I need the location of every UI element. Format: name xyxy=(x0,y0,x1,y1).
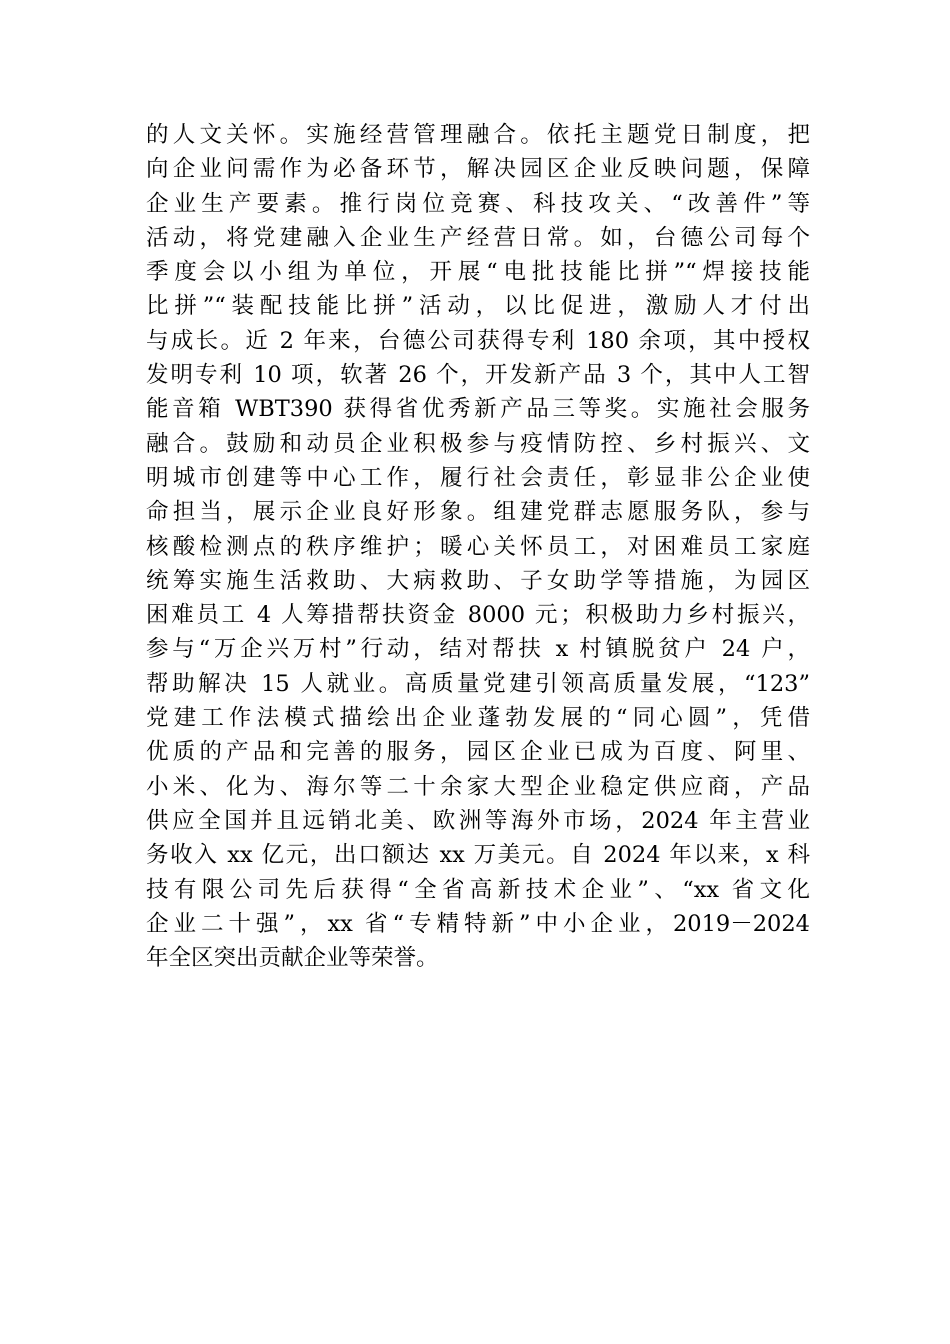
text-line: 能音箱 WBT390 获得省优秀新产品三等奖。实施社会服务 xyxy=(146,396,810,423)
text-line: 企业生产要素。推行岗位竞赛、科技攻关、“改善件”等 xyxy=(146,190,810,217)
text-line: 供应全国并且远销北美、欧洲等海外市场，2024 年主营业 xyxy=(146,807,810,834)
text-line: 统筹实施生活救助、大病救助、子女助学等措施，为园区 xyxy=(146,567,810,594)
text-line: 困难员工 4 人筹措帮扶资金 8000 元；积极助力乡村振兴， xyxy=(146,602,810,629)
text-line: 年全区突出贡献企业等荣誉。 xyxy=(146,945,439,972)
body-paragraph xyxy=(146,118,810,975)
text-line: 优质的产品和完善的服务，园区企业已成为百度、阿里、 xyxy=(146,739,810,766)
text-line: 与成长。近 2 年来，台德公司获得专利 180 余项，其中授权 xyxy=(146,327,810,354)
text-line: 发明专利 10 项，软著 26 个，开发新产品 3 个，其中人工智 xyxy=(146,362,810,389)
text-line: 活动，将党建融入企业生产经营日常。如，台德公司每个 xyxy=(146,224,810,251)
text-line: 党建工作法模式描绘出企业蓬勃发展的“同心圆”，凭借 xyxy=(146,705,810,732)
text-line: 技有限公司先后获得“全省高新技术企业”、“xx 省文化 xyxy=(146,876,810,903)
text-line: 参与“万企兴万村”行动，结对帮扶 x 村镇脱贫户 24 户， xyxy=(146,636,810,663)
text-line: 务收入 xx 亿元，出口额达 xx 万美元。自 2024 年以来，x 科 xyxy=(146,842,810,869)
text-line: 季度会以小组为单位，开展“电批技能比拼”“焊接技能 xyxy=(146,259,810,286)
text-line: 企业二十强”，xx 省“专精特新”中小企业，2019－2024 xyxy=(146,910,810,937)
text-line: 帮助解决 15 人就业。高质量党建引领高质量发展，“123” xyxy=(146,670,810,697)
text-line: 明城市创建等中心工作，履行社会责任，彰显非公企业使 xyxy=(146,464,810,491)
text-line: 比拼”“装配技能比拼”活动，以比促进，激励人才付出 xyxy=(146,293,810,320)
text-line: 的人文关怀。实施经营管理融合。依托主题党日制度，把 xyxy=(146,122,810,148)
text-line: 小米、化为、海尔等二十余家大型企业稳定供应商，产品 xyxy=(146,773,810,800)
text-line: 核酸检测点的秩序维护；暖心关怀员工，对困难员工家庭 xyxy=(146,533,810,560)
text-line: 向企业问需作为必备环节，解决园区企业反映问题，保障 xyxy=(146,156,810,183)
text-line: 命担当，展示企业良好形象。组建党群志愿服务队，参与 xyxy=(146,499,810,526)
text-line: 融合。鼓励和动员企业积极参与疫情防控、乡村振兴、文 xyxy=(146,430,810,457)
